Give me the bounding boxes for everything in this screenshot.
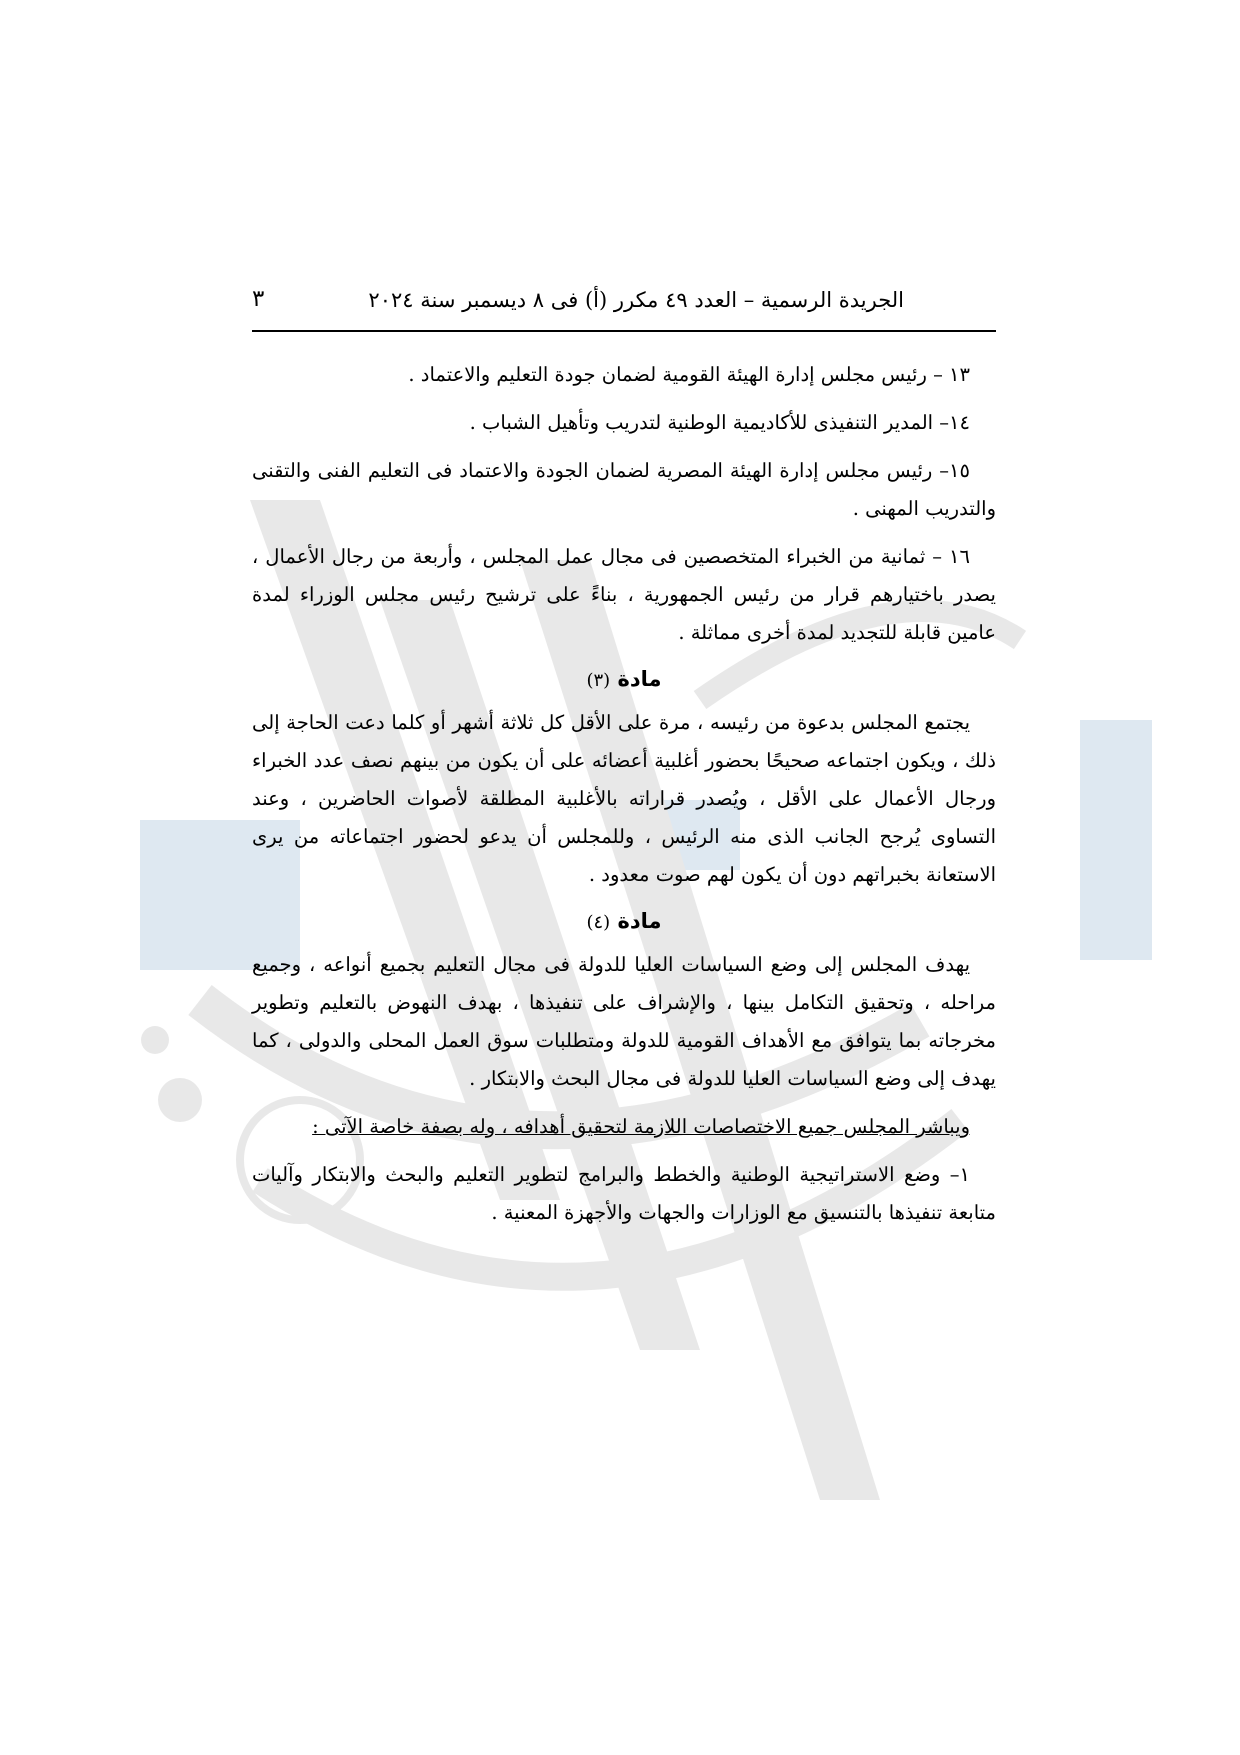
article-4-paragraph-1: يهدف المجلس إلى وضع السياسات العليا للدولة فى مجال التعليم بجميع أنواعه ، وجميع مراحله ، وتحقيق التكامل بينها ، والإشراف على تنفيذها ، بهدف النهوض بالتعليم وتطوير مخرجاته بما يتوافق مع الأهداف القومية للدولة ومتطلبات سوق العمل المحلى والدولى ، كما يهدف إلى وضع السياسات العليا للدولة فى مجال البحث والابتكار . [252, 953, 996, 1090]
article-3-paragraph: يجتمع المجلس بدعوة من رئيسه ، مرة على الأقل كل ثلاثة أشهر أو كلما دعت الحاجة إلى ذلك ، ويكون اجتماعه صحيحًا بحضور أغلبية أعضائه على أن يكون من بينهم نصف عدد الخبراء ورجال الأعمال على الأقل ، ويُصدر قراراته بالأغلبية المطلقة لأصوات الحاضرين ، وعند التساوى يُرجح الجانب الذى منه الرئيس ، وللمجلس أن يدعو لحضور اجتماعاته من يرى الاستعانة بخبراتهم دون أن يكون لهم صوت معدود . [252, 711, 996, 886]
article-4-item-1: ١– وضع الاستراتيجية الوطنية والخطط والبرامج لتطوير التعليم والبحث والابتكار وآليات متابعة تنفيذها بالتنسيق مع الوزارات والجهات والأجهزة المعنية . [252, 1163, 996, 1224]
article-4-paragraph-2: ويباشر المجلس جميع الاختصاصات اللازمة لتحقيق أهدافه ، وله بصفة خاصة الآتى : [312, 1115, 970, 1138]
list-item-13: ١٣ – رئيس مجلس إدارة الهيئة القومية لضمان جودة التعليم والاعتماد . [408, 363, 970, 386]
article-3-label: مادة [617, 667, 662, 691]
article-4-number: (٤) [586, 912, 611, 933]
gazette-header-title: الجريدة الرسمية – العدد ٤٩ مكرر (أ) فى ٨ ديسمبر سنة ٢٠٢٤ [368, 288, 904, 312]
page-number: ٣ [252, 286, 265, 312]
document-body [252, 356, 996, 1242]
article-3-number: (٣) [586, 670, 611, 691]
list-item-15: ١٥– رئيس مجلس إدارة الهيئة المصرية لضمان الجودة والاعتماد فى التعليم الفنى والتقنى والتدريب المهنى . [252, 459, 996, 520]
page-header [252, 282, 996, 332]
article-4-label: مادة [617, 909, 662, 933]
article-3-heading [252, 662, 996, 698]
list-item-16: ١٦ – ثمانية من الخبراء المتخصصين فى مجال عمل المجلس ، وأربعة من رجال الأعمال ، يصدر باختيارهم قرار من رئيس الجمهورية ، بناءً على ترشيح رئيس مجلس الوزراء لمدة عامين قابلة للتجديد لمدة أخرى مماثلة . [252, 545, 996, 644]
article-4-heading [252, 904, 996, 940]
list-item-14: ١٤– المدير التنفيذى للأكاديمية الوطنية لتدريب وتأهيل الشباب . [469, 411, 970, 434]
